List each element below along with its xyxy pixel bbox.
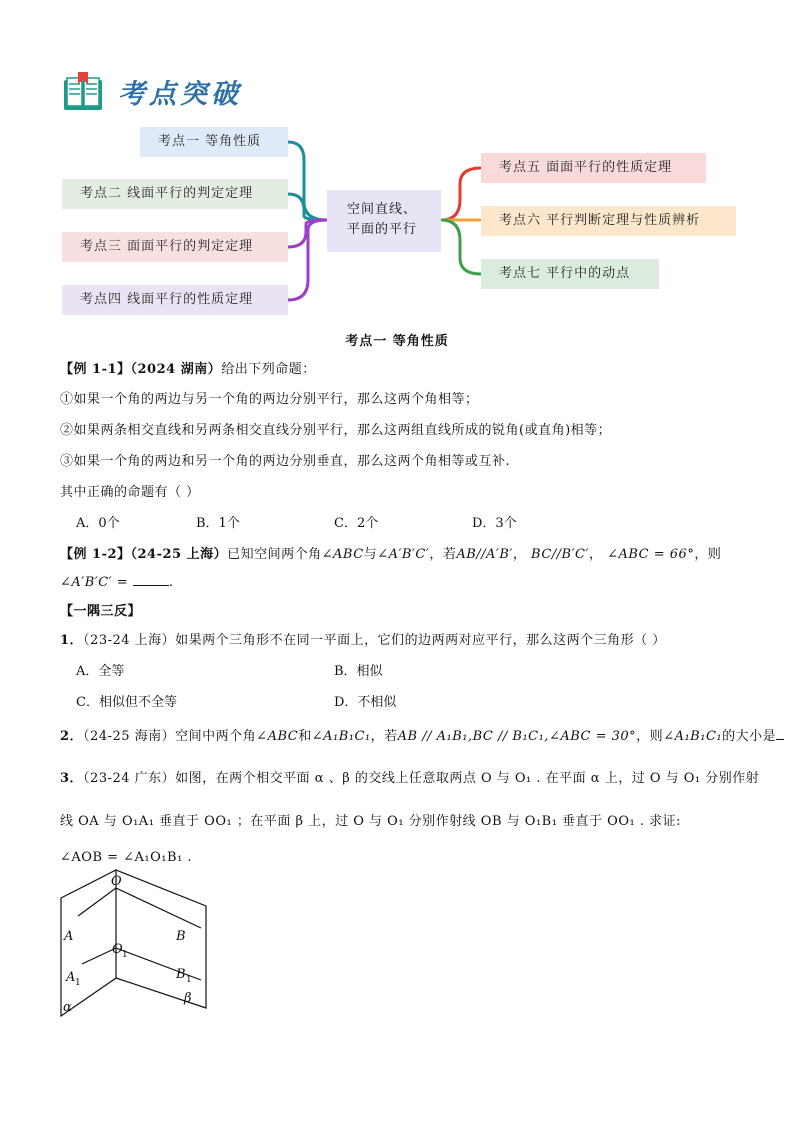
- math-angle: ∠A₁B₁C₁: [663, 729, 723, 744]
- question-text: 如果两个三角形不在同一平面上，它们的边两两对应平行，那么这两个三角形（ ）: [175, 633, 666, 648]
- book-icon: [62, 70, 104, 112]
- option-c: C．相似但不全等: [76, 695, 177, 710]
- label-a1: A: [66, 970, 76, 985]
- question-number: 2．: [60, 729, 84, 744]
- mindmap-node-k5: 考点五 面面平行的性质定理: [481, 153, 706, 183]
- math-condition: BC//B′C′: [531, 547, 589, 562]
- question-text: 如图，在两个相交平面 α 、β 的交线上任意取两点 O 与 O₁ . 在平面 α 上，过 O 与 O₁ 分别作射: [175, 771, 760, 786]
- mind-map: [0, 120, 794, 320]
- text: 空间中两个角: [175, 729, 257, 744]
- mindmap-node-k4: 考点四 线面平行的性质定理: [62, 285, 288, 315]
- label-o: O: [111, 874, 122, 889]
- text: 已知空间两个角: [227, 547, 322, 562]
- text: .: [168, 575, 174, 590]
- text: 的大小是: [722, 729, 777, 744]
- label-a: A: [64, 929, 74, 944]
- mindmap-node-k1: 考点一 等角性质: [140, 127, 288, 157]
- option-d: D．3个: [472, 516, 517, 531]
- text: ，则: [636, 729, 664, 744]
- math-condition: AB // A₁B₁,BC // B₁C₁,∠ABC = 30°: [397, 729, 637, 744]
- label-b1-sub: 1: [186, 975, 192, 985]
- section-header: [62, 70, 242, 112]
- ray-ob: [116, 888, 201, 928]
- math-angle: ∠ABC: [321, 547, 364, 562]
- question-3-line-2: 线 OA 与 O₁A₁ 垂直于 OO₁ ；在平面 β 上，过 O 与 O₁ 分别作射线 OB 与 O₁B₁ 垂直于 OO₁ . 求证:: [60, 814, 681, 829]
- ray-o1a1: [82, 948, 116, 964]
- mindmap-node-k3: 考点三 面面平行的判定定理: [62, 232, 288, 262]
- question-number: 1．: [60, 633, 84, 648]
- example-question: 其中正确的命题有（ ）: [60, 485, 200, 500]
- question-1: [60, 629, 666, 648]
- practice-title: 【一隅三反】: [60, 604, 142, 619]
- example-1-1-header: [60, 358, 316, 377]
- proposition-3: ③如果一个角的两边和另一个角的两边分别垂直，那么这两个角相等或互补.: [60, 454, 511, 469]
- question-number: 3．: [60, 771, 84, 786]
- question-source: （23-24 上海）: [83, 633, 176, 648]
- option-c: C．2个: [334, 516, 379, 531]
- question-3-line-3: ∠AOB = ∠A₁O₁B₁ .: [60, 850, 193, 865]
- example-tag: 【例 1-1】: [60, 362, 131, 377]
- question-source: （24-25 海南）: [83, 729, 176, 744]
- math-condition: ∠ABC = 66°: [607, 547, 695, 562]
- text: ，若: [429, 547, 457, 562]
- answer-blank: [776, 728, 784, 740]
- plane-beta: [116, 870, 206, 1008]
- label-alpha: α: [63, 1000, 72, 1015]
- mindmap-node-k6: 考点六 平行判断定理与性质辨析: [481, 206, 736, 236]
- math-angle: ∠A′B′C′: [377, 547, 430, 562]
- proposition-2: ②如果两条相交直线和另两条相交直线分别平行，那么这两组直线所成的锐角(或直角)相等；: [60, 423, 612, 438]
- option-d: D．不相似: [334, 695, 397, 710]
- example-tag: 【例 1-2】: [60, 547, 131, 562]
- math-condition: AB//A′B′: [456, 547, 513, 562]
- mindmap-center-node: [327, 190, 441, 252]
- section-title: 考点一 等角性质: [345, 334, 449, 349]
- label-a1-sub: 1: [75, 978, 81, 988]
- label-b1: B: [176, 967, 186, 982]
- option-b: B．相似: [334, 664, 383, 679]
- option-a: A．0个: [76, 516, 120, 531]
- example-source: （24-25 上海）: [130, 547, 228, 562]
- mindmap-node-k7: 考点七 平行中的动点: [481, 259, 659, 289]
- math-angle: ∠ABC: [256, 729, 299, 744]
- example-1-2-line-1: [60, 543, 721, 562]
- text: ，若: [370, 729, 398, 744]
- ray-oa: [78, 888, 116, 916]
- proposition-1: ①如果一个角的两边与另一个角的两边分别平行，那么这两个角相等；: [60, 392, 479, 407]
- example-stem: 给出下列命题：: [221, 362, 316, 377]
- text: ，: [512, 547, 527, 562]
- question-source: （23-24 广东）: [83, 771, 176, 786]
- text: 和: [298, 729, 312, 744]
- mindmap-center-line-2: 平面的平行: [347, 222, 418, 237]
- math-angle: ∠A′B′C′ =: [60, 575, 129, 590]
- label-beta: β: [184, 991, 192, 1006]
- question-3-line-1: [60, 767, 759, 786]
- math-angle: ∠A₁B₁C₁: [311, 729, 371, 744]
- label-o1: O: [112, 942, 123, 957]
- header-title: 考点突破: [118, 78, 242, 110]
- text: ，则: [694, 547, 722, 562]
- text: ，: [588, 547, 603, 562]
- answer-blank: [133, 574, 169, 586]
- dihedral-planes-figure: [56, 868, 216, 1023]
- example-1-2-line-2: [60, 574, 173, 590]
- question-2: [60, 725, 784, 744]
- text: 与: [363, 547, 378, 562]
- mindmap-node-k2: 考点二 线面平行的判定定理: [62, 179, 288, 209]
- label-o1-sub: 1: [122, 950, 128, 960]
- example-source: （2024 湖南）: [130, 362, 222, 377]
- option-b: B．1个: [196, 516, 240, 531]
- label-b: B: [176, 929, 186, 944]
- option-a: A．全等: [76, 664, 125, 679]
- mindmap-center-line-1: 空间直线、: [347, 202, 418, 217]
